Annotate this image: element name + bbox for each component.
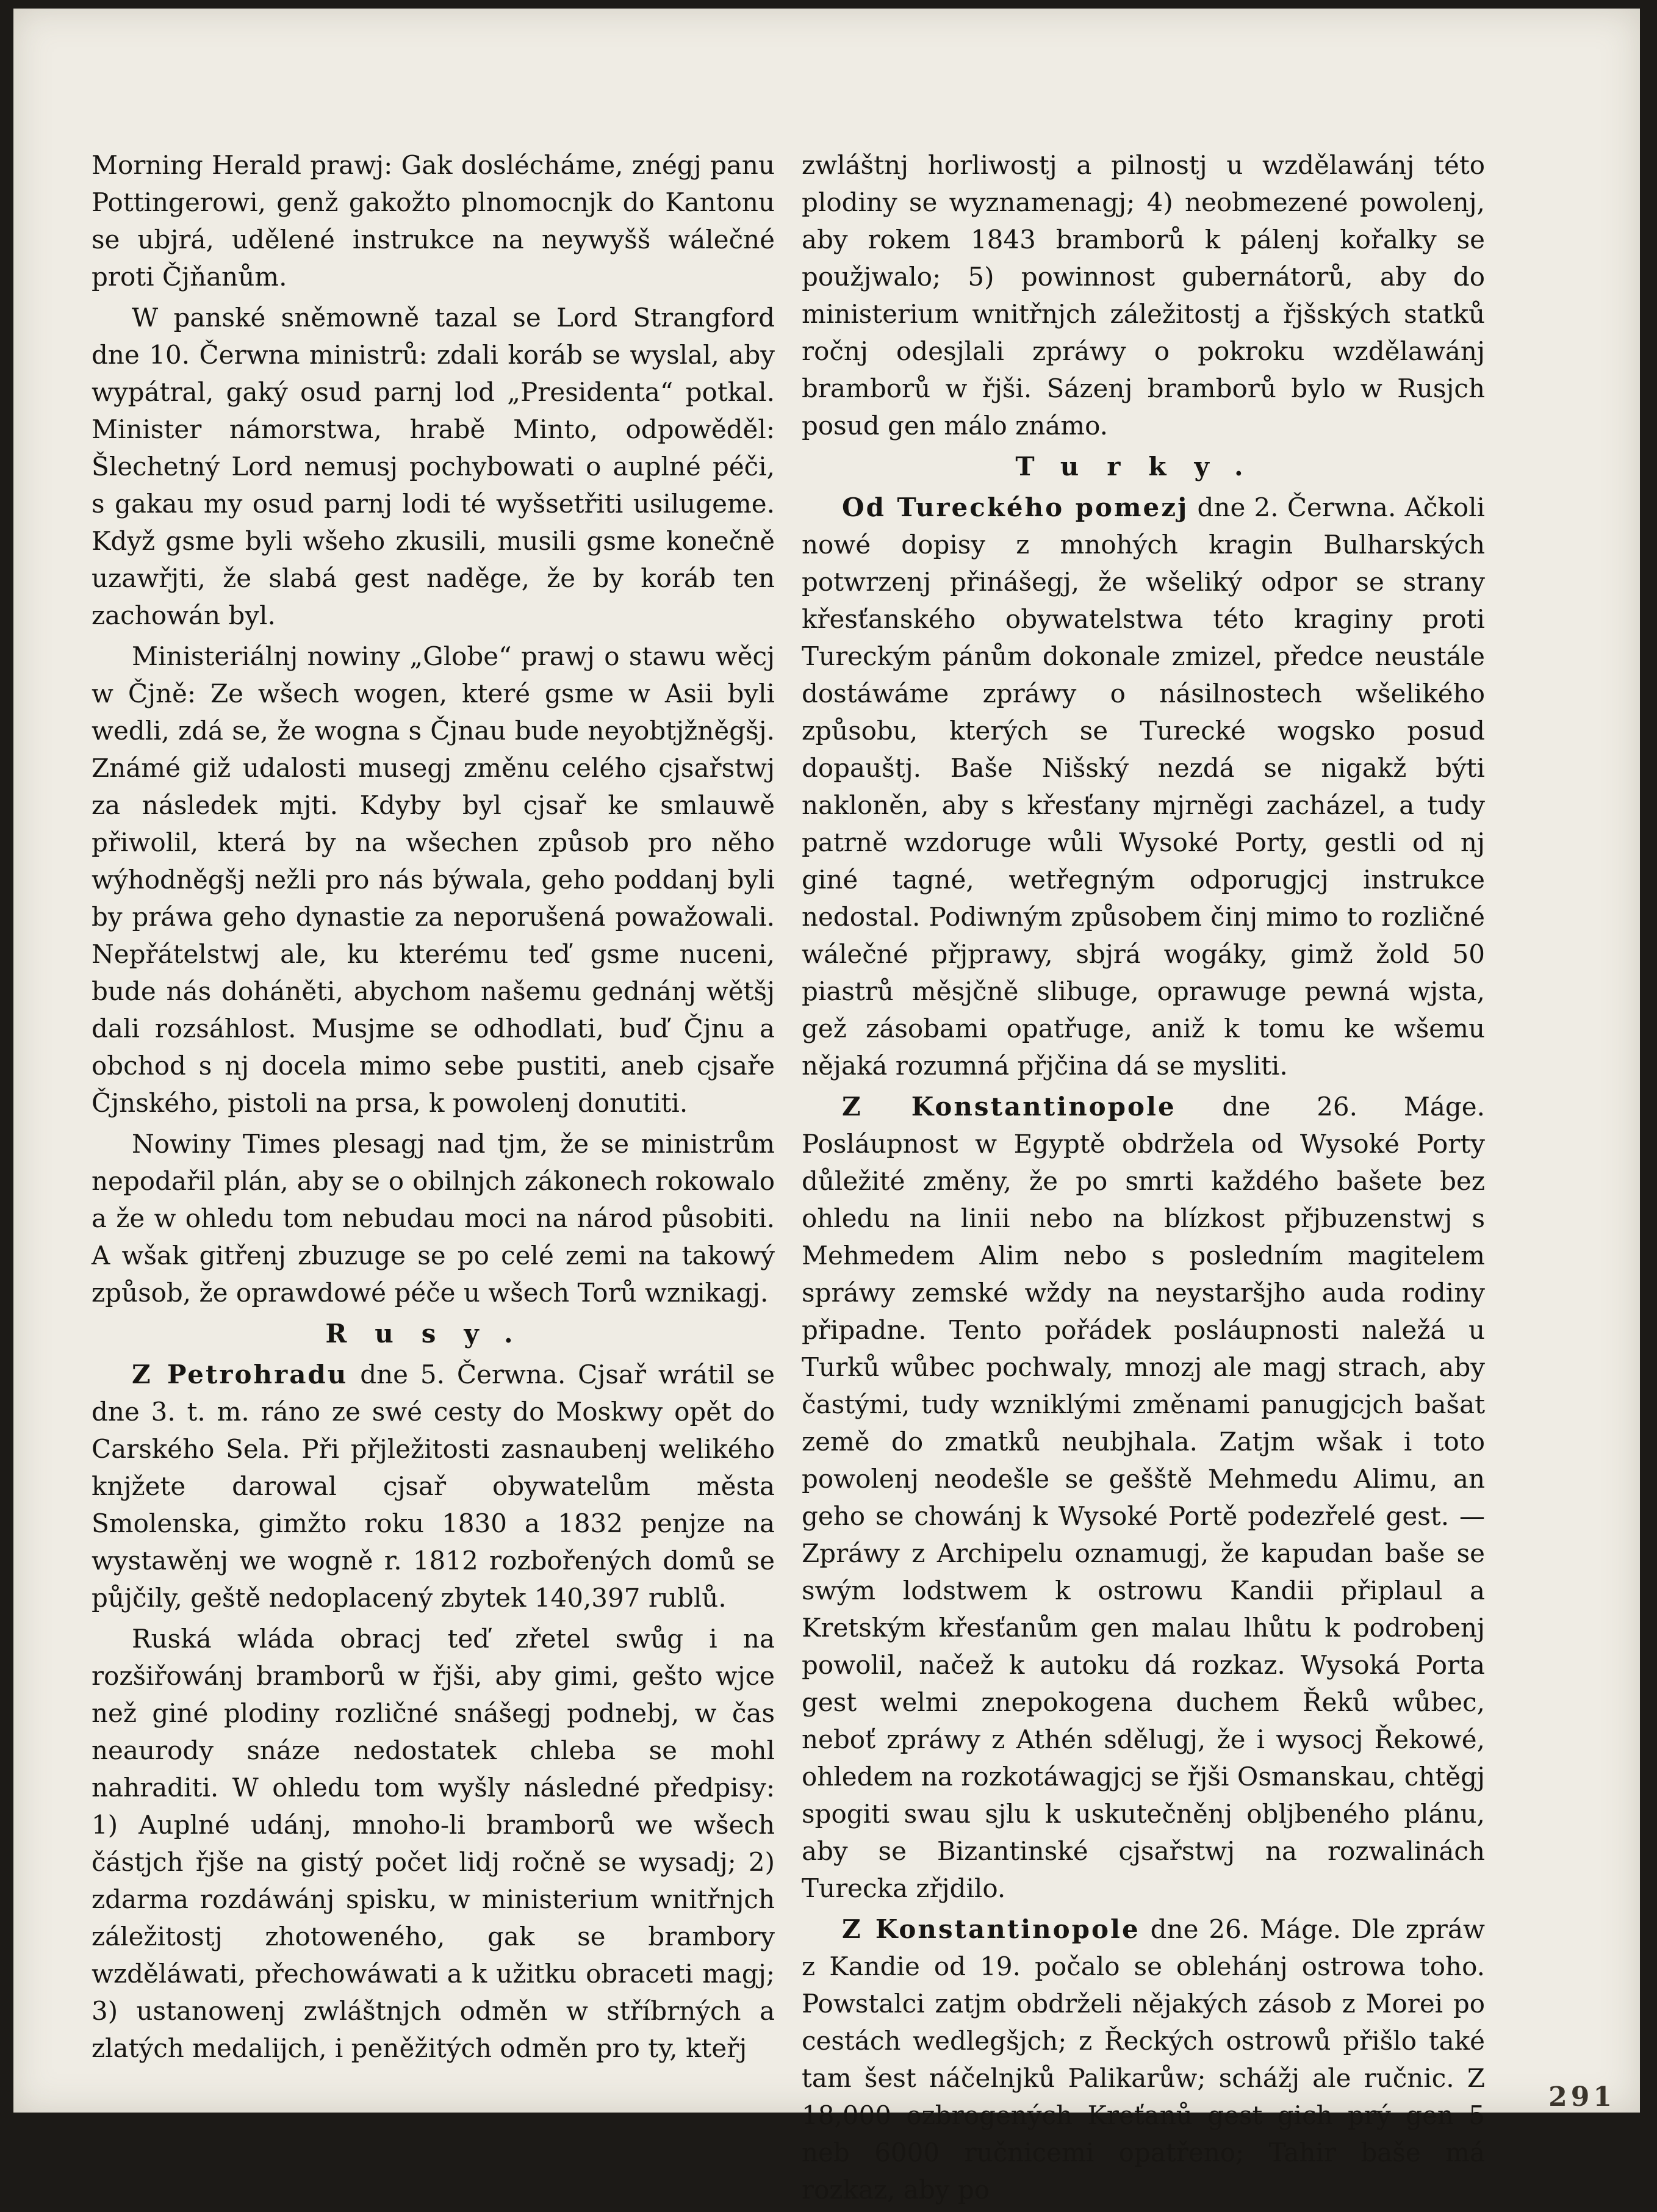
paragraph-times: Nowiny Times plesagj nad tjm, že se ministrům nepodařil plán, aby se o obilnjch zákonech rokowalo a že w ohledu tom nebudau moci na národ působiti. A wšak gitřenj zbuzuge se po celé zemi na takowý způsob, že oprawdowé péče u wšech Torů wznikagj. <box>92 1129 775 1308</box>
section-heading-turky: Turky. <box>1015 452 1271 481</box>
dateline-petrohrad: Z Petrohradu <box>132 1360 348 1389</box>
paragraph-constantinople-1 <box>802 1088 1485 1907</box>
section-heading-rusy: Rusy. <box>325 1319 541 1349</box>
paragraph-petrohrad <box>92 1356 775 1616</box>
dateline-constantinople-1: Z Konstantinopole <box>842 1092 1176 1122</box>
paragraph-morning-herald: Morning Herald prawj: Gak doslécháme, znégj panu Pottingerowi, genž gakožto plnomocnjk do Kantonu se ubjrá, udělené instrukce na neywyšš wálečné proti Čjňanům. <box>92 150 775 292</box>
dateline-turkish-border: Od Tureckého pomezj <box>842 492 1189 522</box>
paragraph-constantinople-1-text: dne 26. Máge. Posláupnost w Egyptě obdržela od Wysoké Porty důležité změny, že po smrti každého bašete bez ohledu na linii nebo na blízkost přjbuzenstwj s Mehmedem Alim nebo s posledním magitelem spráwy zemské wždy na neystaršjho auda rodiny připadne. Tento pořádek posláupnosti naležá u Turků wůbec pochwaly, mnozj ale magj strach, aby častými, tudy wzniklými změnami panugjcjch bašat země do zmatků neubjhala. Zatjm wšak i toto powolenj neodešle se gešště Mehmedu Alimu, an geho se chowánj k Wysoké Portě podezřelé gest. — Zpráwy z Archipelu oznamugj, že kapudan baše se swým lodstwem k ostrowu Kandii připlaul a Kretským křesťanům gen malau lhůtu k podrobenj powolil, načež k autoku dá rozkaz. Wysoká Porta gest welmi znepokogena duchem Řeků wůbec, neboť zpráwy z Athén sdělugj, že i wysocj Řekowé, ohledem na rozkotáwagjcj se řjši Osmanskau, chtěgj spogiti swau sjlu k uskutečněnj obljbeného plánu, aby se Bizantinské cjsařstwj na rozwalinách Turecka zřjdilo. <box>802 1092 1485 1903</box>
paragraph-potatoes: Ruská wláda obracj teď zřetel swůg i na rozšiřowánj bramborů w řjši, aby gimi, gešto wjce než giné plodiny rozličné snášegj podnebj, w čas neaurody snáze nedostatek chleba se mohl nahraditi. W ohledu tom wyšly následné předpisy: 1) Auplné udánj, mnoho-li bramborů we wšech částjch řjše na gistý počet lidj ročně se wysadj; 2) zdarma rozdáwánj spisku, w ministerium wnitřnjch záležitostj zhotoweného, gak se brambory wzděláwati, přechowáwati a k užitku obraceti magj; 3) ustanowenj zwláštnjch odměn w stříbrných a zlatých medalijch, i peněžitých odměn pro ty, kteřj <box>92 1624 775 2063</box>
paragraph-petrohrad-text: dne 5. Čerwna. Cjsař wrátil se dne 3. t. m. ráno ze swé cesty do Moskwy opět do Carského Sela. Při přjležitosti zasnaubenj welikého knjžete darowal cjsař obywatelům města Smolenska, gimžto roku 1830 a 1832 penjze na wystawěnj we wogně r. 1812 rozbořených domů se půjčily, geště nedoplacený zbytek 140,397 rublů. <box>92 1360 775 1613</box>
left-column <box>92 146 775 2070</box>
paragraph-house-of-lords: W panské sněmowně tazal se Lord Strangford dne 10. Čerwna ministrů: zdali koráb se wyslal, aby wypátral, gaký osud parnj lod „Presidenta“ potkal. Minister námorstwa, hrabě Minto, odpowěděl: Šlechetný Lord nemusj pochybowati o auplné péči, s gakau my osud parnj lodi té wyšsetřiti usilugeme. Když gsme byli wšeho zkusili, musili gsme konečně uzawřjti, že slabá gest naděge, že by koráb ten zachowán byl. <box>92 303 775 630</box>
paragraph-constantinople-2 <box>802 1911 1485 2208</box>
page-number: 291 <box>1548 2081 1616 2113</box>
paragraph-turkish-border <box>802 489 1485 1084</box>
paragraph-constantinople-2-text: dne 26. Máge. Dle zpráw z Kandie od 19. počalo se oblehánj ostrowa toho. Powstalci zatjm obdrželi nějakých zásob z Morei po cestách wedlegšjch; z Řeckých ostrowů přišlo také tam šest náčelnjků Palikarůw; schážj ale ručnic. Z 18,000 ozbrogených Kreťanů gest gich prý gen 5 neb 6000 ručnicemi opatřeno; Tahir baše má rozkaz, aby po <box>802 1914 1485 2205</box>
dateline-constantinople-2: Z Konstantinopole <box>842 1914 1140 1944</box>
right-column <box>802 146 1485 2212</box>
paragraph-globe: Ministeriálnj nowiny „Globe“ prawj o stawu wěcj w Čjně: Ze wšech wogen, které gsme w Asii byli wedli, zdá se, že wogna s Čjnau bude neyobtjžněgšj. Známé giž udalosti musegj změnu celého cjsařstwj za následek mjti. Kdyby byl cjsař ke smlauwě přiwolil, která by na wšechen způsob pro něho wýhodněgšj nežli pro nás býwala, geho poddanj byli by práwa geho dynastie za neporušená powažowali. Nepřátelstwj ale, ku kterému teď gsme nuceni, bude nás doháněti, abychom našemu gednánj wětšj dali rozsáhlost. Musjme se odhodlati, buď Čjnu a obchod s nj docela mimo sebe pustiti, aneb cjsaře Čjnského, pistoli na prsa, k powolenj donutiti. <box>92 641 775 1118</box>
newspaper-page <box>13 9 1640 2205</box>
paragraph-potatoes-continued: zwláštnj horliwostj a pilnostj u wzdělawánj této plodiny se wyznamenagj; 4) neobmezené powolenj, aby rokem 1843 bramborů k pálenj kořalky se použjwalo; 5) powinnost gubernátorů, aby do ministerium wnitřnjch záležitostj a řjšských statků ročnj odesjlali zpráwy o pokroku wzdělawánj bramborů w řjši. Sázenj bramborů bylo w Rusjch posud gen málo známo. <box>802 150 1485 441</box>
paragraph-turkish-border-text: dne 2. Čerwna. Ačkoli nowé dopisy z mnohých kragin Bulharských potwrzenj přinášegj, že wšeliký odpor se strany křesťanského obywatelstwa této kraginy proti Tureckým pánům dokonale zmizel, předce neustále dostáwáme zpráwy o násilnostech wšelikého způsobu, kterých se Turecké wogsko posud dopauštj. Baše Nišský nezdá se nigakž býti nakloněn, aby s křesťany mjrněgi zacházel, a tudy patrně wzdoruge wůli Wysoké Porty, gestli od nj giné tagné, wetřegným odporugjcj instrukce nedostal. Podiwným způsobem činj mimo to rozličné wálečné přjprawy, sbjrá wogáky, gimž žold 50 piastrů měsjčně slibuge, oprawuge pewná wjsta, gež zásobami opatřuge, aniž k tomu ke wšemu nějaká rozumná přjčina dá se mysliti. <box>802 492 1485 1081</box>
